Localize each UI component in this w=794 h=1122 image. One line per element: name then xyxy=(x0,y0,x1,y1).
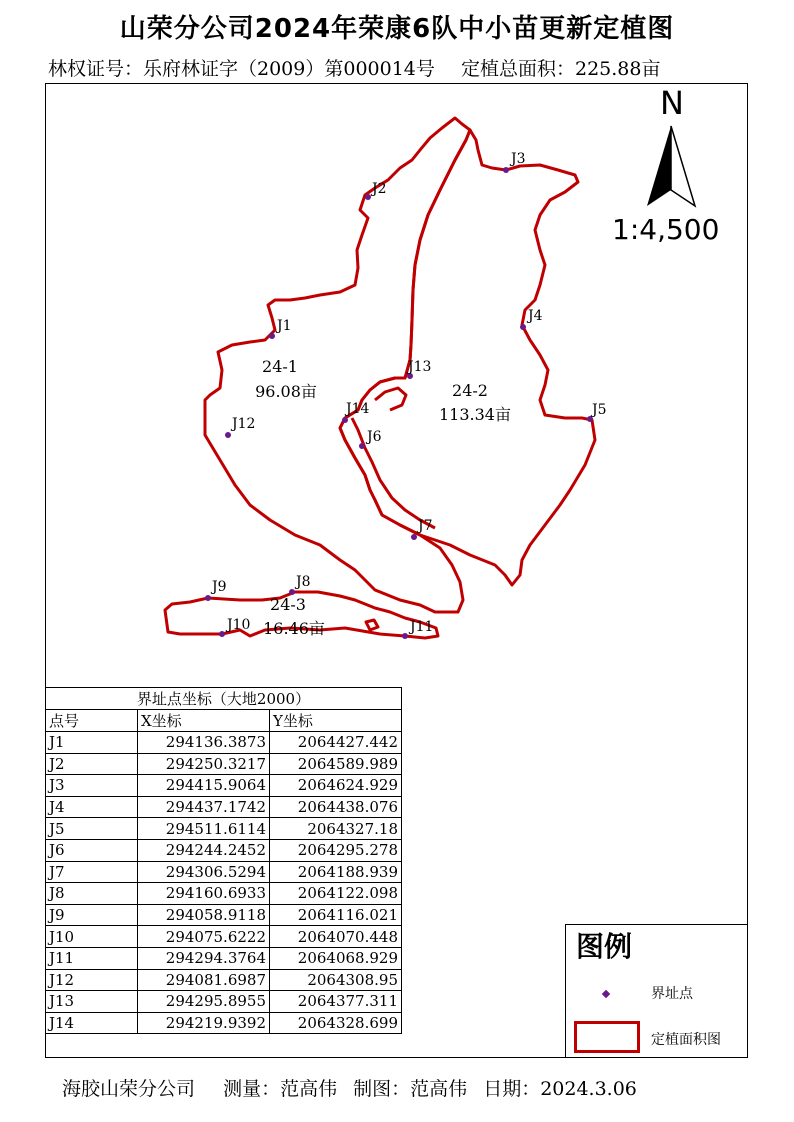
label-j1: J1 xyxy=(277,318,292,334)
cell-point: J7 xyxy=(46,861,138,883)
footer-surveyor: 测量：范高伟 xyxy=(223,1078,338,1100)
label-j12: J12 xyxy=(232,416,256,432)
cell-y: 2064328.699 xyxy=(270,1012,402,1034)
legend-title: 图例 xyxy=(576,930,633,963)
label-j11: J11 xyxy=(410,619,434,635)
cell-point: J13 xyxy=(46,991,138,1013)
label-j6: J6 xyxy=(367,429,382,445)
table-row xyxy=(46,969,402,991)
cell-y: 2064624.929 xyxy=(270,775,402,797)
footer-drafter: 制图：范高伟 xyxy=(353,1078,468,1100)
cell-x: 294306.5294 xyxy=(138,861,270,883)
cell-y: 2064589.989 xyxy=(270,753,402,775)
cell-x: 294136.3873 xyxy=(138,732,270,754)
table-row xyxy=(46,947,402,969)
table-row xyxy=(46,796,402,818)
legend xyxy=(565,924,748,1058)
legend-area-symbol xyxy=(574,1021,640,1053)
legend-area-label: 定植面积图 xyxy=(651,1032,721,1048)
table-row xyxy=(46,861,402,883)
header-point: 点号 xyxy=(46,710,138,732)
table-row xyxy=(46,1012,402,1034)
cell-y: 2064122.098 xyxy=(270,883,402,905)
cell-x: 294437.1742 xyxy=(138,796,270,818)
north-arrow-left-half xyxy=(647,126,671,206)
point-j12 xyxy=(225,432,231,438)
cell-point: J4 xyxy=(46,796,138,818)
table-caption: 界址点坐标（大地2000） xyxy=(46,688,402,710)
coordinate-table xyxy=(45,687,402,1034)
label-j4: J4 xyxy=(528,308,543,324)
table-row xyxy=(46,732,402,754)
cell-x: 294294.3764 xyxy=(138,947,270,969)
parcel-24-1-area: 96.08亩 xyxy=(255,382,317,401)
map-title: 山荣分公司2024年荣康6队中小苗更新定植图 xyxy=(119,14,675,44)
label-j14: J14 xyxy=(346,401,370,417)
cell-point: J1 xyxy=(46,732,138,754)
table-row xyxy=(46,753,402,775)
point-j14 xyxy=(342,417,348,423)
cell-point: J12 xyxy=(46,969,138,991)
footer-date: 日期：2024.3.06 xyxy=(483,1078,637,1100)
scale-label: 1:4,500 xyxy=(612,213,720,246)
cell-point: J9 xyxy=(46,904,138,926)
point-j6 xyxy=(359,443,365,449)
parcel-24-2-id: 24-2 xyxy=(452,381,488,400)
cell-y: 2064427.442 xyxy=(270,732,402,754)
cell-x: 294250.3217 xyxy=(138,753,270,775)
point-j3 xyxy=(503,167,509,173)
legend-point-label: 界址点 xyxy=(651,986,693,1002)
table-body xyxy=(46,732,402,1034)
table-row xyxy=(46,991,402,1013)
label-j8: J8 xyxy=(296,574,311,590)
cell-y: 2064438.076 xyxy=(270,796,402,818)
label-j10: J10 xyxy=(227,617,251,633)
parcel-24-1-id: 24-1 xyxy=(262,357,298,376)
table-row xyxy=(46,839,402,861)
table-row xyxy=(46,818,402,840)
cell-y: 2064308.95 xyxy=(270,969,402,991)
parcel-24-3-area: 16.46亩 xyxy=(263,619,325,638)
legend-point-symbol xyxy=(602,990,610,998)
cell-y: 2064116.021 xyxy=(270,904,402,926)
parcel-24-3-id: 24-3 xyxy=(270,595,306,614)
label-j9: J9 xyxy=(212,579,227,595)
point-j1 xyxy=(269,333,275,339)
cell-point: J2 xyxy=(46,753,138,775)
cell-y: 2064188.939 xyxy=(270,861,402,883)
point-j4 xyxy=(520,324,526,330)
label-j13: J13 xyxy=(408,359,432,375)
cell-x: 294244.2452 xyxy=(138,839,270,861)
cell-x: 294081.6987 xyxy=(138,969,270,991)
label-j3: J3 xyxy=(511,151,526,167)
cell-y: 2064068.929 xyxy=(270,947,402,969)
label-j7: J7 xyxy=(418,518,433,534)
cell-y: 2064295.278 xyxy=(270,839,402,861)
cell-point: J10 xyxy=(46,926,138,948)
parcel-24-3-island xyxy=(366,620,378,630)
label-j2: J2 xyxy=(372,181,387,197)
point-j2 xyxy=(365,194,371,200)
cell-point: J8 xyxy=(46,883,138,905)
cell-y: 2064327.18 xyxy=(270,818,402,840)
header-x: X坐标 xyxy=(138,710,270,732)
point-j11 xyxy=(402,633,408,639)
cell-x: 294075.6222 xyxy=(138,926,270,948)
cell-point: J6 xyxy=(46,839,138,861)
table-row xyxy=(46,883,402,905)
total-area: 定植总面积：225.88亩 xyxy=(460,58,661,80)
footer xyxy=(62,1074,659,1101)
cell-x: 294295.8955 xyxy=(138,991,270,1013)
cell-point: J11 xyxy=(46,947,138,969)
north-arrow xyxy=(640,86,710,211)
header-y: Y坐标 xyxy=(270,710,402,732)
point-j7 xyxy=(411,534,417,540)
cell-x: 294160.6933 xyxy=(138,883,270,905)
map-subtitle xyxy=(48,54,768,81)
cell-x: 294219.9392 xyxy=(138,1012,270,1034)
boundary-points xyxy=(205,167,593,639)
north-arrow-right-half xyxy=(671,126,695,206)
point-j9 xyxy=(205,595,211,601)
table-row xyxy=(46,775,402,797)
cell-y: 2064377.311 xyxy=(270,991,402,1013)
cell-x: 294415.9064 xyxy=(138,775,270,797)
cell-y: 2064070.448 xyxy=(270,926,402,948)
footer-company: 海胶山荣分公司 xyxy=(62,1078,196,1100)
cell-x: 294511.6114 xyxy=(138,818,270,840)
cell-point: J14 xyxy=(46,1012,138,1034)
north-label: N xyxy=(660,86,684,122)
table-row xyxy=(46,926,402,948)
certificate-number: 林权证号：乐府林证字（2009）第000014号 xyxy=(48,58,435,80)
parcel-24-2-area: 113.34亩 xyxy=(439,405,511,424)
cell-point: J5 xyxy=(46,818,138,840)
label-j5: J5 xyxy=(592,402,607,418)
point-j10 xyxy=(219,631,225,637)
cell-x: 294058.9118 xyxy=(138,904,270,926)
parcel-24-2-boundary xyxy=(340,130,595,585)
table-row xyxy=(46,904,402,926)
cell-point: J3 xyxy=(46,775,138,797)
